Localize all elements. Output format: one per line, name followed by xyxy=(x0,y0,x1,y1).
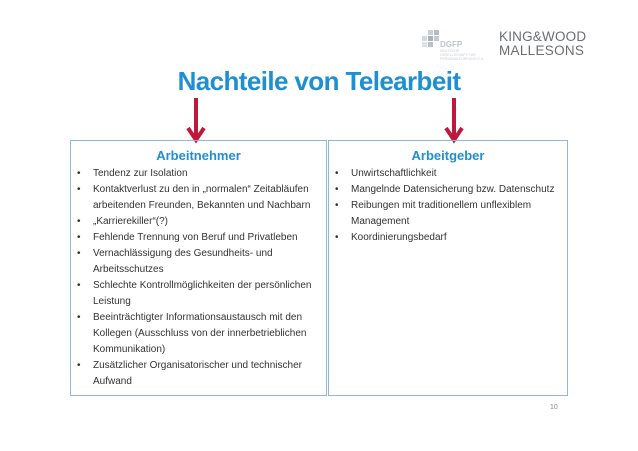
employee-list xyxy=(71,166,326,390)
list-item: • Beeinträchtigter Informationsaustausch mit den Kollegen (Ausschluss von der innerbetrieblichen Kommunikation) xyxy=(71,310,326,358)
employee-heading: Arbeitnehmer xyxy=(156,148,241,163)
list-item: • „Karrierekiller“(?) xyxy=(71,214,326,230)
kwm-logo-line1: KING&WOOD xyxy=(499,29,587,44)
list-item: • Fehlende Trennung von Beruf und Privatleben xyxy=(71,230,326,246)
list-item: • Koordinierungsbedarf xyxy=(329,230,567,246)
employer-heading: Arbeitgeber xyxy=(411,148,485,163)
list-item: • Unwirtschaftlichkeit xyxy=(329,166,567,182)
arrow-down-icon xyxy=(444,98,464,144)
employer-disadvantages-box xyxy=(328,140,568,396)
dgfp-logo-subtitle: DEUTSCHE GESELLSCHAFT FÜR PERSONALFÜHRUNG E.V. xyxy=(440,49,484,61)
list-item: • Kontaktverlust zu den in „normalen“ Zeitabläufen arbeitenden Freunden, Bekannten und Nachbarn xyxy=(71,182,326,214)
kwm-logo-line2: MALLESONS xyxy=(499,43,585,58)
employee-disadvantages-box xyxy=(70,140,327,396)
dgfp-logo-name: DGFP xyxy=(440,40,463,49)
list-item: • Schlechte Kontrollmöglichkeiten der persönlichen Leistung xyxy=(71,278,326,310)
kwm-logo xyxy=(499,30,586,58)
list-item: • Reibungen mit traditionellem unflexiblem Management xyxy=(329,198,567,230)
list-item: • Mangelnde Datensicherung bzw. Datenschutz xyxy=(329,182,567,198)
employer-list xyxy=(329,166,567,246)
arrow-down-icon xyxy=(186,98,206,144)
list-item: • Vernachlässigung des Gesundheits- und Arbeitsschutzes xyxy=(71,246,326,278)
page-number: 10 xyxy=(550,404,558,411)
slide-title: Nachteile von Telearbeit xyxy=(177,66,461,96)
list-item: • Tendenz zur Isolation xyxy=(71,166,326,182)
list-item: • Zusätzlicher Organisatorischer und technischer Aufwand xyxy=(71,358,326,390)
